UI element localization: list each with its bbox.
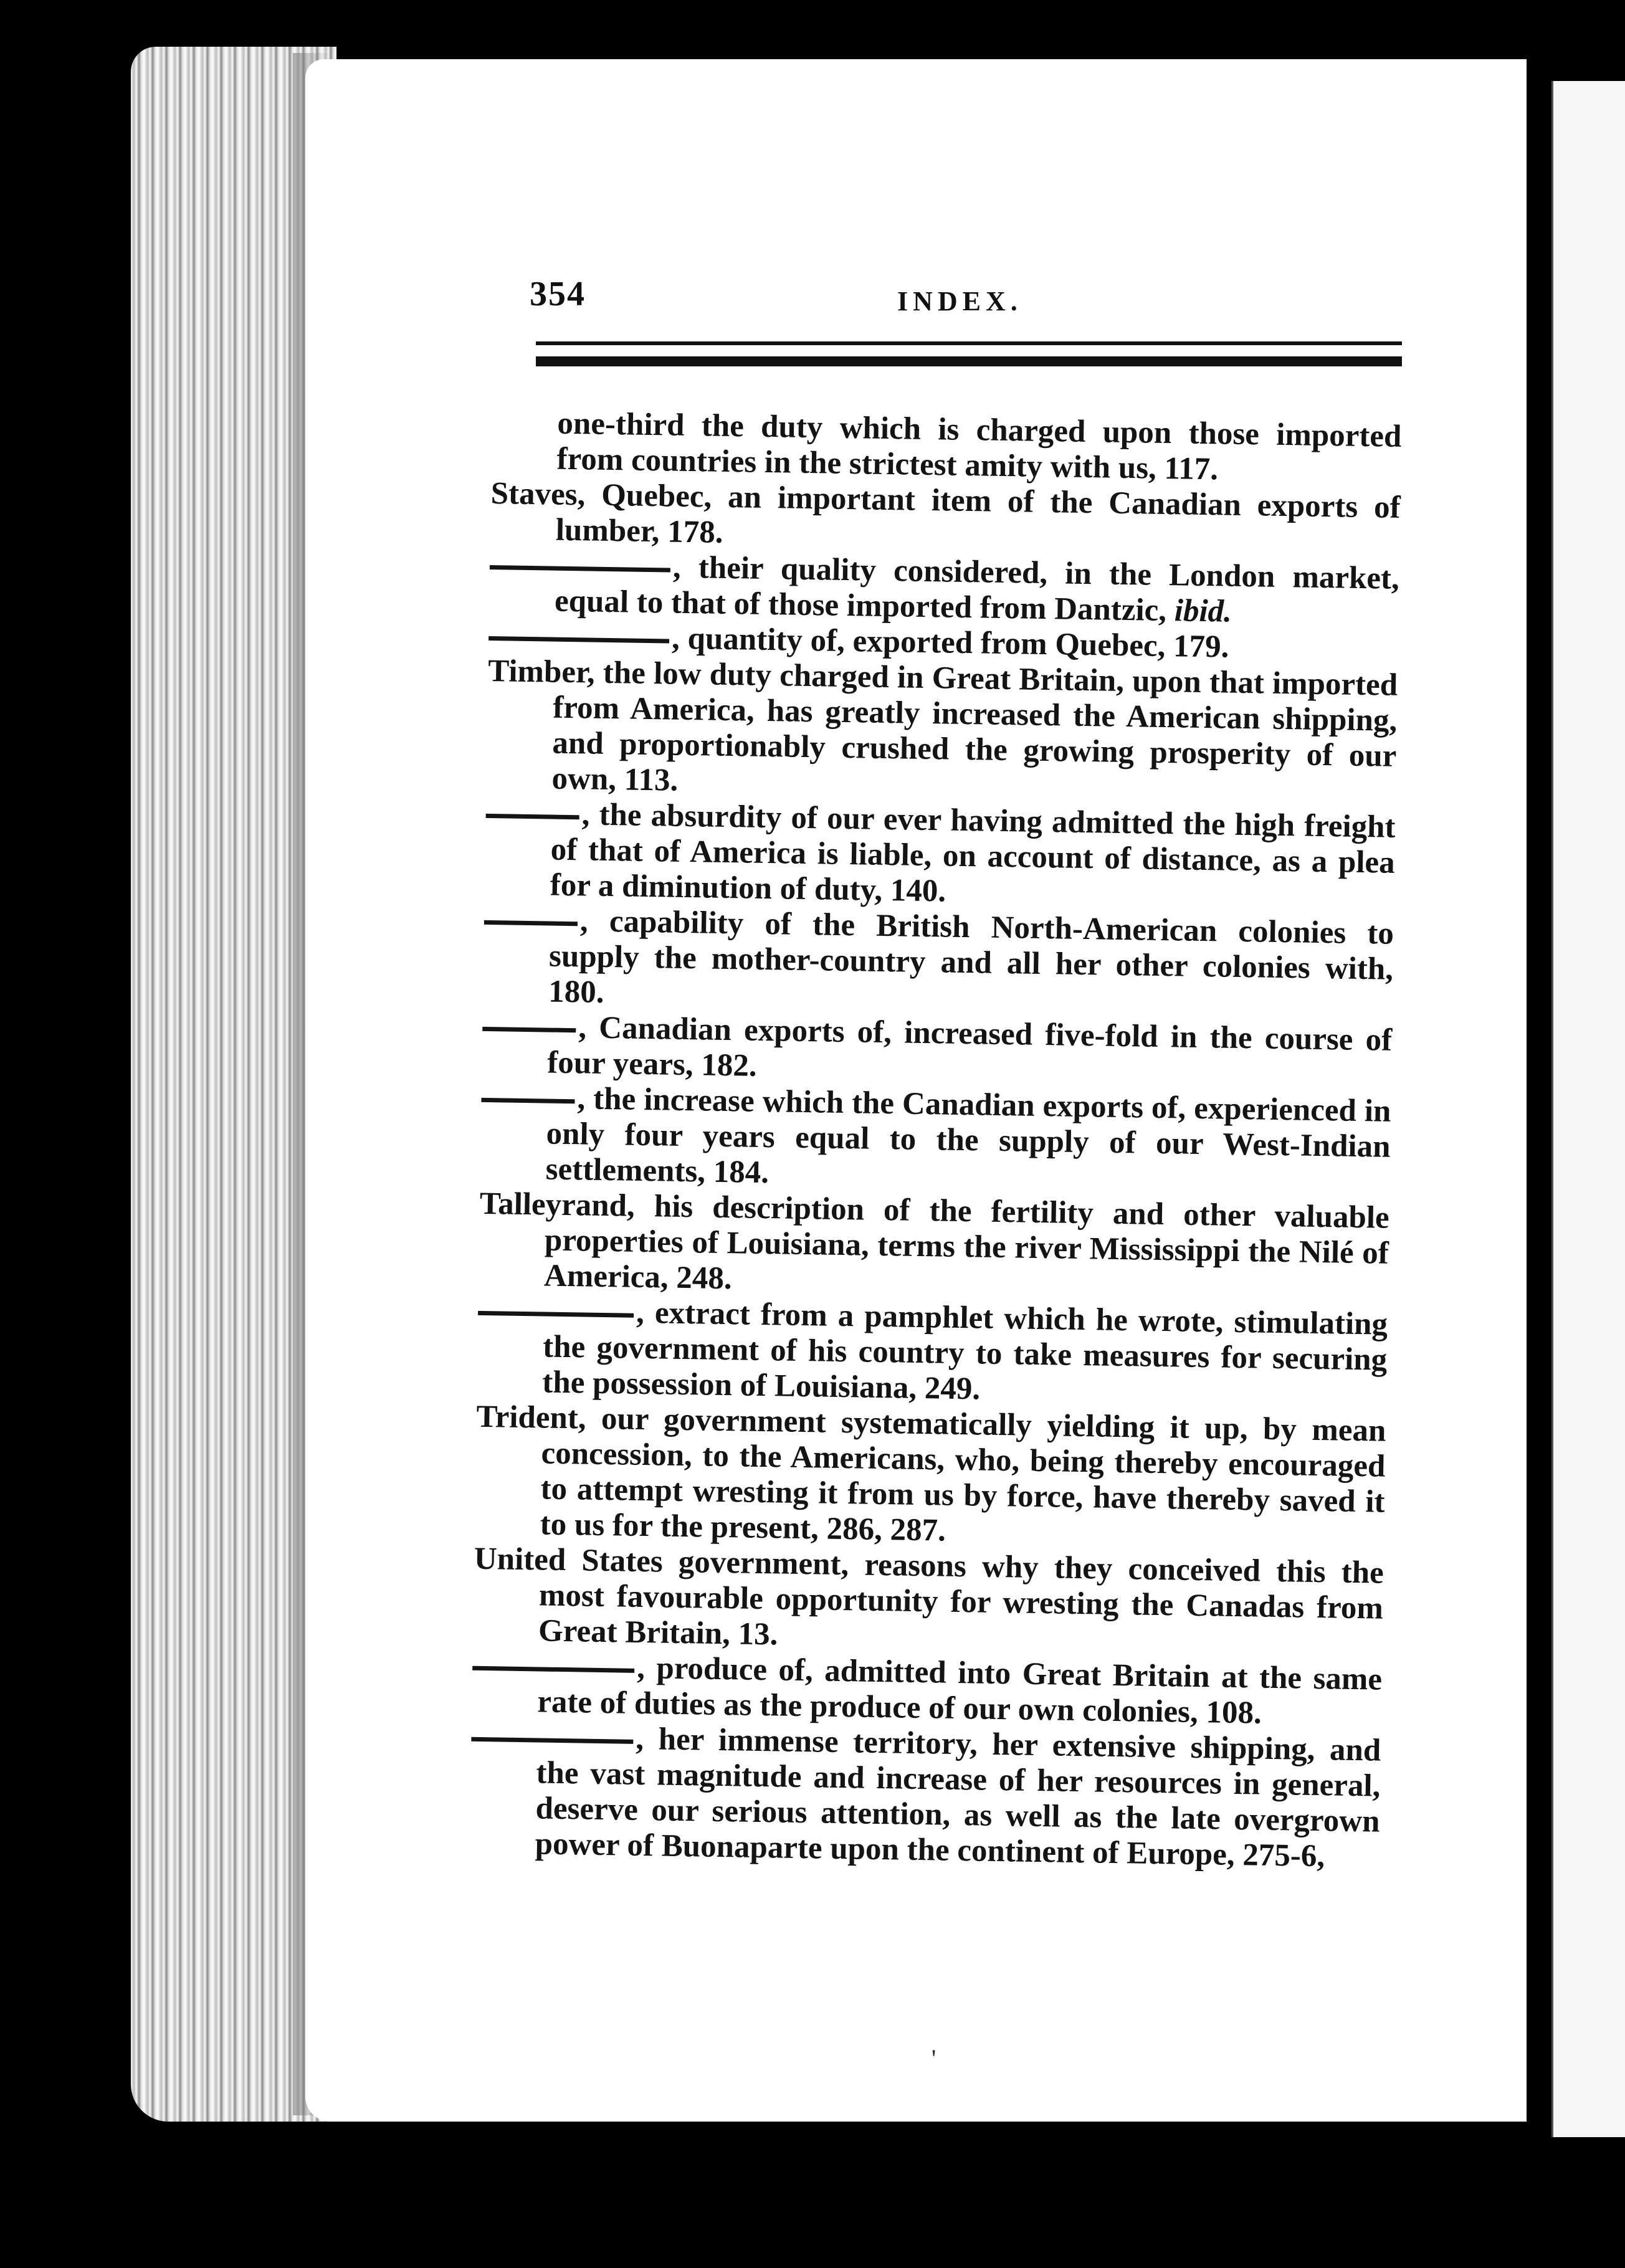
entry-text: , quantity of, exported from Quebec, 179. <box>671 621 1229 665</box>
facing-page-edge <box>1551 81 1625 2137</box>
entry-text: one-third the duty which is charged upon those imported from countries in the strictest amity with us, 117. <box>556 406 1402 487</box>
entry-text: Trident, our government systematically yielding it up, by mean concession, to the Americans, who, being thereby encouraged to attempt wresting it from us by force, have thereby saved it to us for the present, 286, 287. <box>476 1399 1386 1548</box>
ditto-dash <box>471 1737 633 1744</box>
entry-text: , capability of the British North-American colonies to supply the mother-country and all her other colonies with, 180. <box>548 903 1394 1010</box>
header-rule-thick <box>536 356 1402 366</box>
index-entry <box>484 796 1396 917</box>
index-entry <box>491 405 1402 490</box>
ditto-dash <box>484 920 578 926</box>
page-header <box>530 274 1402 324</box>
page-number: 354 <box>530 275 586 313</box>
ditto-dash <box>481 1098 574 1103</box>
index-entry <box>482 1009 1393 1094</box>
stray-ink-mark: ' <box>932 2044 936 2072</box>
index-entry <box>480 1080 1391 1201</box>
entry-text: Talleyrand, his description of the fertility and other valuable properties of Louisiana, terms the river Mississippi the Nilé of America, 248. <box>479 1186 1390 1297</box>
entry-italic-reference: ibid. <box>1174 593 1232 629</box>
entry-text: United States government, reasons why they conceived this the most favourable opportunity for wresting the Canadas from Great Britain, 13. <box>474 1541 1384 1652</box>
entry-text: Staves, Quebec, an important item of the Canadian exports of lumber, 178. <box>490 475 1401 550</box>
entry-text: , her immense territory, her extensive shipping, and the vast magnitude and increase of her resources in general, deserve our serious attention, as well as the late overgrown power of Buonaparte upon the continent of Europe, 275-6, <box>535 1721 1381 1874</box>
index-entry <box>486 654 1398 810</box>
entry-text: , the increase which the Canadian exports of, experienced in only four years equal to the supply of our West-Indian settlements, 184. <box>545 1081 1391 1191</box>
ditto-dash <box>486 814 579 819</box>
index-entry <box>483 902 1394 1023</box>
index-entries <box>469 405 1402 1875</box>
index-entry <box>479 1186 1390 1307</box>
entry-text: , extract from a pamphlet which he wrote, stimulating the government of his country to take measures for securing the possession of Louisiana, 249. <box>541 1295 1388 1407</box>
index-entry <box>472 1648 1383 1733</box>
ditto-dash <box>472 1666 634 1673</box>
ditto-dash <box>478 1311 634 1318</box>
index-entry <box>474 1399 1386 1556</box>
index-entry <box>490 476 1401 561</box>
index-entry <box>477 1293 1388 1414</box>
ditto-dash <box>488 636 669 644</box>
index-entry <box>473 1541 1384 1662</box>
entry-text: , their quality considered, in the London market, equal to that of those imported from Dantzic, <box>554 550 1400 629</box>
header-rule-thin <box>536 341 1402 345</box>
entry-text: Timber, the low duty charged in Great Britain, upon that imported from America, has greatly increased the American shipping, and proportionably crushed the growing prosperity of our own, 113. <box>487 653 1398 798</box>
entry-text: , the absurdity of our ever having admitted the high freight of that of America is liable, on account of distance, as a plea for a diminution of duty, 140. <box>550 797 1396 909</box>
entry-text: , Canadian exports of, increased five-fold in the course of four years, 182. <box>546 1010 1393 1084</box>
ditto-dash <box>490 565 670 573</box>
index-entry <box>489 547 1400 632</box>
entry-text: , produce of, admitted into Great Britain at the same rate of duties as the produce of our own colonies, 108. <box>536 1650 1383 1731</box>
ditto-dash <box>482 1027 576 1032</box>
running-head: INDEX. <box>897 286 1022 317</box>
index-entry <box>469 1719 1381 1875</box>
